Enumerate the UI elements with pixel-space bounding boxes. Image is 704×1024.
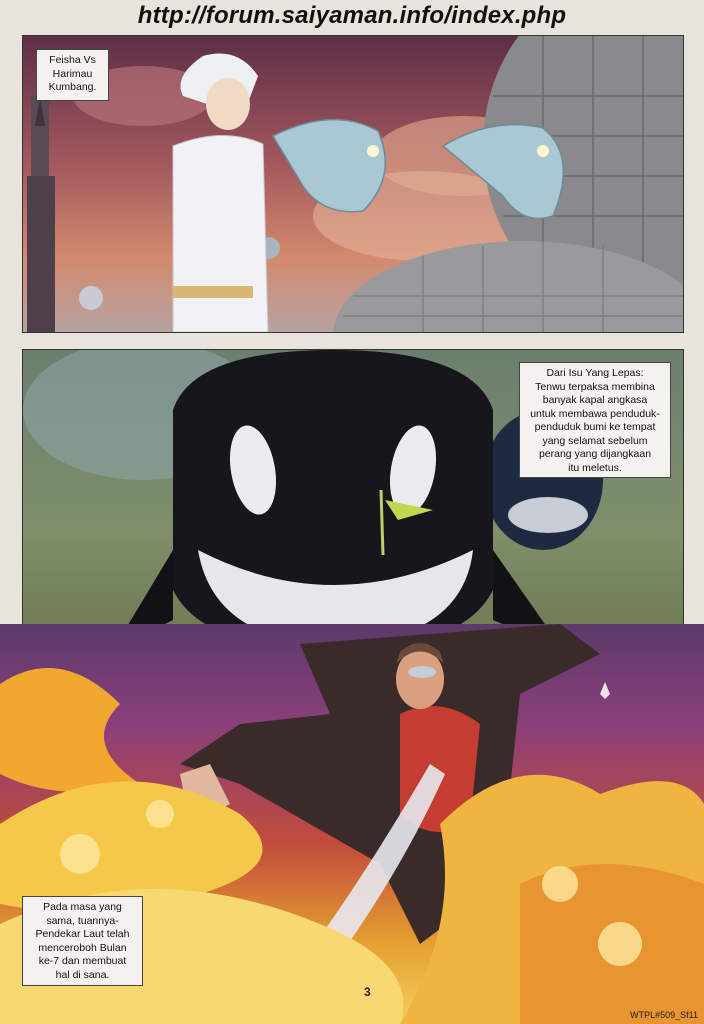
issue-code: WTPL#509_Sf11 bbox=[630, 1010, 698, 1020]
character-feisha bbox=[173, 54, 268, 333]
panel-2 bbox=[22, 349, 684, 651]
panel-3-caption: Pada masa yang sama, tuannya- Pendekar Laut telah menceroboh Bulan ke-7 dan membuat hal di sana. bbox=[22, 896, 143, 986]
panel-1-caption: Feisha Vs Harimau Kumbang. bbox=[36, 49, 109, 101]
panel-1 bbox=[22, 35, 684, 333]
panel-2-caption: Dari Isu Yang Lepas: Tenwu terpaksa membina banyak kapal angkasa untuk membawa penduduk- penduduk bumi ke tempat yang selamat sebelum perang yang dijangkaan itu meletus. bbox=[519, 362, 671, 478]
source-url: http://forum.saiyaman.info/index.php bbox=[137, 2, 567, 29]
page-number: 3 bbox=[364, 985, 371, 999]
panel-1-artwork bbox=[23, 36, 683, 332]
panel-3 bbox=[0, 624, 704, 1024]
